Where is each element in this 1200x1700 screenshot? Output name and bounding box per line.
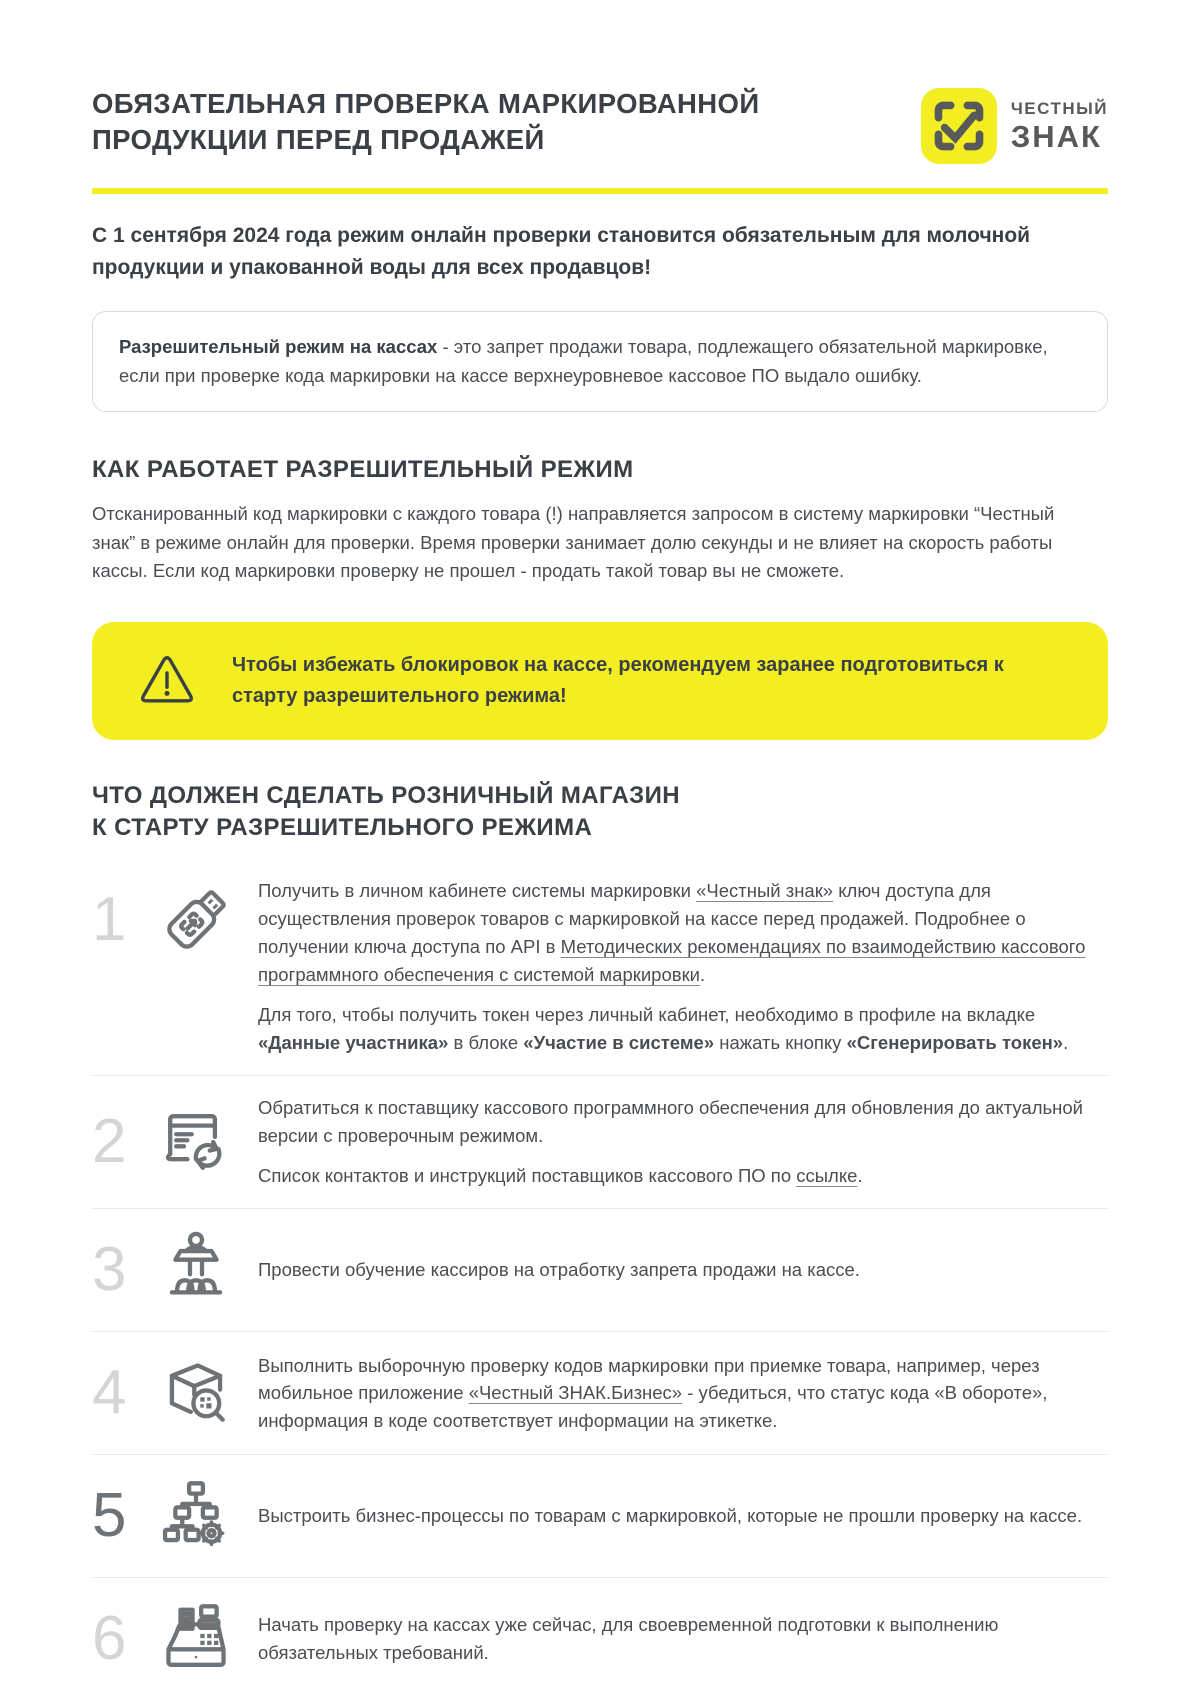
page-title-line1: ОБЯЗАТЕЛЬНАЯ ПРОВЕРКА МАРКИРОВАННОЙ [92,88,760,119]
warning-text: Чтобы избежать блокировок на кассе, рекомендуем заранее подготовиться к старту разрешительного режима! [232,654,1004,708]
text-segment: Список контактов и инструкций поставщиков кассового ПО по [258,1165,797,1187]
item-number: 3 [92,1235,127,1305]
check-scan-logo-icon [921,88,997,164]
text-segment: Провести обучение кассиров на отработку запрета продажи на кассе. [258,1259,860,1281]
logo-word-bottom: ЗНАК [1010,119,1102,154]
logo-word-top: ЧЕСТНЫЙ [1010,99,1108,118]
todo-heading-line1: ЧТО ДОЛЖЕН СДЕЛАТЬ РОЗНИЧНЫЙ МАГАЗИН [92,782,680,810]
item-number: 5 [92,1481,127,1551]
text-segment: . [857,1165,863,1187]
item-text [252,1256,1108,1284]
cashier-training-icon [153,1227,239,1313]
definition-term: Разрешительный режим на кассах [119,336,438,357]
participant-data-label: «Данные участника» [258,1032,449,1054]
text-segment: Выполнить выборочную проверку кодов маркировки при приемке товара, например, через мобильное приложение [258,1354,1040,1404]
text-segment: Начать проверку на кассах уже сейчас, для своевременной подготовки к выполнению обязательных требований. [258,1614,999,1664]
usb-token-icon [153,877,239,963]
todo-item-4 [92,1332,1108,1454]
text-segment: Для того, чтобы получить токен через личный кабинет, необходимо в профиле на вкладке [258,1004,1036,1026]
definition-text: - это запрет продажи товара, подлежащего обязательной маркировке, если при проверке кода маркировки на кассе верхнеуровневое кассовое ПО выдало ошибку. [119,336,1048,386]
page-title [92,86,760,159]
item-number: 1 [92,885,127,955]
page-title-line2: ПРОДУКЦИИ ПЕРЕД ПРОДАЖЕЙ [92,124,545,156]
warning-banner [92,622,1108,740]
box-scan-check-icon [153,1350,239,1436]
todo-list [92,859,1108,1700]
header [92,86,1108,164]
how-section-body: Отсканированный код маркировки с каждого товара (!) направляется запросом в систему маркировки “Честный знак” в режиме онлайн для проверки. Время проверки занимает долю секунды и не влияет на скорость работы кассы. Если код маркировки проверку не прошел - продать такой товар вы не сможете. [92,503,1055,582]
item-text [252,1352,1108,1435]
chestny-znak-link[interactable]: «Честный знак» [696,880,834,902]
item-number: 6 [92,1604,127,1674]
logo-wordmark [1011,100,1108,152]
lead-paragraph: С 1 сентября 2024 года режим онлайн проверки становится обязательным для молочной продукции и упакованной воды для всех продавцов! [92,224,1031,279]
text-segment: нажать кнопку [714,1032,847,1054]
text-segment: в блоке [448,1032,524,1054]
text-segment: Получить в личном кабинете системы маркировки [258,880,697,902]
text-segment: - убедиться, что статус кода «В обороте», информация в коде соответствует информации на этикетке. [258,1382,1048,1431]
todo-item-5 [92,1455,1108,1577]
yellow-divider-rule [92,188,1108,194]
definition-box [92,311,1108,412]
item-number: 2 [92,1107,127,1176]
vendors-list-link[interactable]: ссылке [796,1165,858,1187]
business-process-gear-icon [153,1473,239,1559]
text-segment: . [700,963,706,985]
item-text [252,1094,1108,1190]
text-segment: . [1063,1032,1069,1054]
todo-item-1 [92,859,1108,1075]
item-text [252,1502,1108,1530]
item-text [252,877,1108,1057]
generate-token-label: «Сгенерировать токен» [846,1032,1064,1054]
method-recommendations-link[interactable]: Методических рекомендациях по взаимодействию кассового программного обеспечения с системой маркировки [258,935,1086,985]
system-participation-label: «Участие в системе» [523,1032,715,1054]
todo-item-2 [92,1076,1108,1208]
text-segment: ключ доступа для осуществления проверок товаров с маркировкой на кассе перед продажей. Подробнее о получении ключа доступа по API в [258,880,1026,957]
item-number: 4 [92,1358,127,1428]
how-section-heading: КАК РАБОТАЕТ РАЗРЕШИТЕЛЬНЫЙ РЕЖИМ [92,456,634,484]
todo-item-6 [92,1578,1108,1700]
text-segment: Выстроить бизнес-процессы по товарам с маркировкой, которые не прошли проверку на кассе. [258,1505,1083,1527]
todo-item-3 [92,1209,1108,1331]
chestny-znak-logo [921,88,1108,164]
warning-triangle-icon [136,650,198,712]
software-update-icon [153,1099,239,1185]
todo-section-heading [92,780,1108,843]
cash-register-icon [153,1596,239,1682]
text-segment: Обратиться к поставщику кассового программного обеспечения для обновления до актуальной версии с проверочным режимом. [258,1096,1083,1146]
item-text [252,1611,1108,1667]
todo-heading-line2: К СТАРТУ РАЗРЕШИТЕЛЬНОГО РЕЖИМА [92,813,593,841]
cz-business-app-link[interactable]: «Честный ЗНАК.Бизнес» [468,1382,683,1404]
